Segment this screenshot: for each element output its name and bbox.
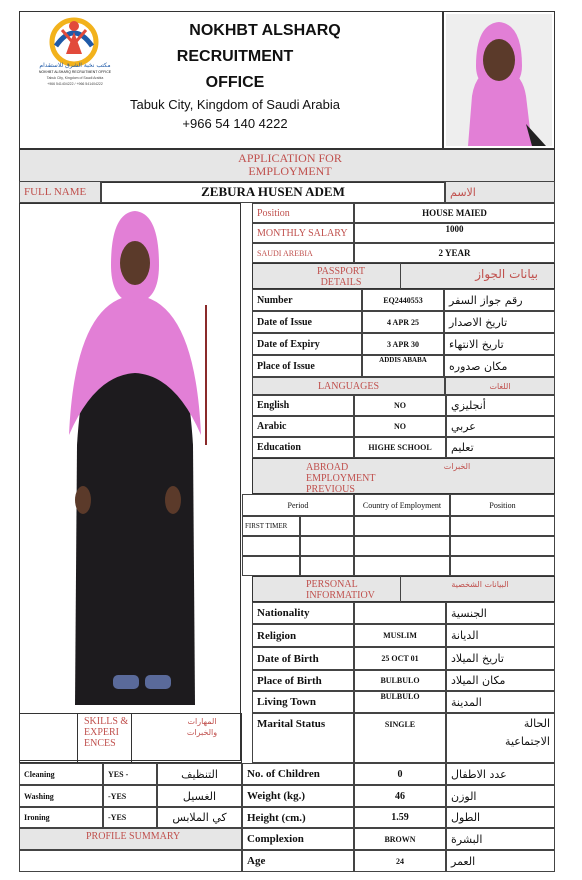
contract-value: 2 YEAR	[354, 243, 555, 263]
religion-value: MUSLIM	[354, 624, 446, 647]
office-name-line-3: OFFICE	[205, 74, 265, 91]
skills-section-label-ar: المهارات والخبرات	[186, 717, 218, 737]
passport-number-label-ar: رقم جواز السفر	[444, 289, 555, 311]
full-name-label: FULL NAME	[19, 181, 101, 203]
experience-section-label-ar: الخبرات	[443, 462, 471, 471]
english-value: NO	[354, 395, 446, 416]
personal-section-divider	[400, 576, 401, 602]
experience-cell	[300, 556, 354, 576]
full-name-value: ZEBURA HUSEN ADEM	[101, 181, 445, 203]
arabic-label-ar: عربي	[446, 416, 555, 437]
portrait-photo	[446, 14, 552, 146]
experience-section-bar	[252, 458, 555, 494]
col-position: Position	[450, 494, 555, 516]
expiry-date-label-ar: تاريخ الانتهاء	[444, 333, 555, 355]
issue-date-label-ar: تاريخ الاصدار	[444, 311, 555, 333]
personal-section-label-ar: البيانات الشخصية	[451, 580, 509, 589]
application-title: APPLICATION FOR EMPLOYMENT	[238, 151, 342, 178]
office-phone: +966 54 140 4222	[182, 116, 288, 131]
living-town-value: BULBULO	[354, 691, 446, 713]
experience-cell	[354, 516, 450, 536]
english-label-ar: أنجليزي	[446, 395, 555, 416]
children-label: No. of Children	[242, 763, 354, 785]
weight-label: Weight (kg.)	[242, 785, 354, 807]
personal-section-label: PERSONAL INFORMATIOV	[306, 579, 375, 601]
experience-cell	[354, 556, 450, 576]
nationality-value	[354, 602, 446, 624]
col-period: Period	[242, 494, 354, 516]
languages-section-label: LANGUAGES	[252, 377, 445, 395]
issue-date-value: 4 APR 25	[362, 311, 444, 333]
experience-cell	[450, 516, 555, 536]
washing-label-ar: الغسيل	[157, 785, 242, 807]
age-label: Age	[242, 850, 354, 872]
passport-number-label: Number	[252, 289, 362, 311]
country-label: SAUDI AREBIA	[252, 243, 354, 263]
age-value: 24	[354, 850, 446, 872]
complexion-value: BROWN	[354, 828, 446, 850]
expiry-date-value: 3 APR 30	[362, 333, 444, 355]
experience-cell	[354, 536, 450, 556]
children-value: 0	[354, 763, 446, 785]
height-label: Height (cm.)	[242, 807, 354, 828]
office-name-line-1: NOKHBT ALSHARQ	[189, 22, 341, 39]
religion-label: Religion	[252, 624, 354, 647]
cleaning-value: YES -	[103, 763, 157, 785]
education-value: HIGHE SCHOOL	[354, 437, 446, 458]
pob-label: Place of Birth	[252, 670, 354, 691]
issue-place-label-ar: مكان صدوره	[444, 355, 555, 377]
marital-label-ar-1: الحالة	[523, 717, 550, 730]
skills-section-label: SKILLS & EXPERI ENCES	[84, 716, 129, 749]
education-label: Education	[252, 437, 354, 458]
profile-summary-content	[19, 850, 242, 872]
logo-english-text: NOKHBT ALSHARQ RECRUITMENT OFFICE	[38, 70, 112, 74]
pob-label-ar: مكان الميلاد	[446, 670, 555, 691]
logo-small-phone: +966 541404222 / +966 541404222	[47, 82, 103, 86]
passport-section-label: PASSPORT DETAILS	[317, 266, 365, 288]
religion-label-ar: الديانة	[446, 624, 555, 647]
experience-first-timer: FIRST TIMER	[242, 516, 300, 536]
office-name-line-2: RECRUITMENT	[176, 48, 294, 65]
complexion-label-ar: البشرة	[446, 828, 555, 850]
living-town-label-ar: المدينة	[446, 691, 555, 713]
children-label-ar: عدد الاطفال	[446, 763, 555, 785]
salary-label: MONTHLY SALARY	[252, 223, 354, 243]
cleaning-label-ar: التنظيف	[157, 763, 242, 785]
issue-date-label: Date of Issue	[252, 311, 362, 333]
marital-value: SINGLE	[354, 713, 446, 763]
logo-arabic-text: مكتب نخبة الشرق للاستقدام	[39, 62, 111, 69]
dob-label: Date of Birth	[252, 647, 354, 670]
experience-cell	[242, 536, 300, 556]
living-town-label: Living Town	[252, 691, 354, 713]
experience-section-label: ABROAD EMPLOYMENT PREVIOUS	[306, 462, 376, 495]
arabic-label: Arabic	[252, 416, 354, 437]
marital-label-ar-2: الاجتماعية	[505, 735, 550, 748]
education-label-ar: تعليم	[446, 437, 555, 458]
ironing-label-ar: كي الملابس	[157, 807, 242, 828]
age-label-ar: العمر	[446, 850, 555, 872]
nationality-label: Nationality	[252, 602, 354, 624]
passport-section-divider	[400, 263, 401, 289]
weight-value: 46	[354, 785, 446, 807]
experience-cell	[242, 556, 300, 576]
height-value: 1.59	[354, 807, 446, 828]
cleaning-label: Cleaning	[19, 763, 103, 785]
experience-cell	[300, 536, 354, 556]
issue-place-value: ADDIS ABABA	[362, 355, 444, 377]
languages-section-label-ar: اللغات	[445, 377, 555, 395]
nationality-label-ar: الجنسية	[446, 602, 555, 624]
passport-number-value: EQ2440553	[362, 289, 444, 311]
english-label: English	[252, 395, 354, 416]
logo-small-location: Tabuk City, Kingdom of Saudi Arabia	[46, 76, 104, 80]
full-name-label-ar: الاسم	[445, 181, 555, 203]
marital-label: Marital Status	[252, 713, 354, 763]
full-body-photo	[55, 205, 215, 713]
arabic-value: NO	[354, 416, 446, 437]
ironing-label: Ironing	[19, 807, 103, 828]
height-label-ar: الطول	[446, 807, 555, 828]
passport-section-label-ar: بيانات الجواز	[475, 267, 538, 281]
experience-cell	[450, 536, 555, 556]
position-label: Position	[252, 203, 354, 223]
col-country: Country of Employment	[354, 494, 450, 516]
washing-value: -YES	[103, 785, 157, 807]
office-location: Tabuk City, Kingdom of Saudi Arabia	[129, 97, 341, 112]
complexion-label: Complexion	[242, 828, 354, 850]
experience-cell	[300, 516, 354, 536]
salary-value: 1000	[354, 223, 555, 243]
pob-value: BULBULO	[354, 670, 446, 691]
experience-cell	[450, 556, 555, 576]
weight-label-ar: الوزن	[446, 785, 555, 807]
dob-label-ar: تاريخ الميلاد	[446, 647, 555, 670]
position-value: HOUSE MAIED	[354, 203, 555, 223]
dob-value: 25 OCT 01	[354, 647, 446, 670]
ironing-value: -YES	[103, 807, 157, 828]
profile-summary-label: PROFILE SUMMARY	[19, 828, 242, 850]
washing-label: Washing	[19, 785, 103, 807]
issue-place-label: Place of Issue	[252, 355, 362, 377]
expiry-date-label: Date of Expiry	[252, 333, 362, 355]
